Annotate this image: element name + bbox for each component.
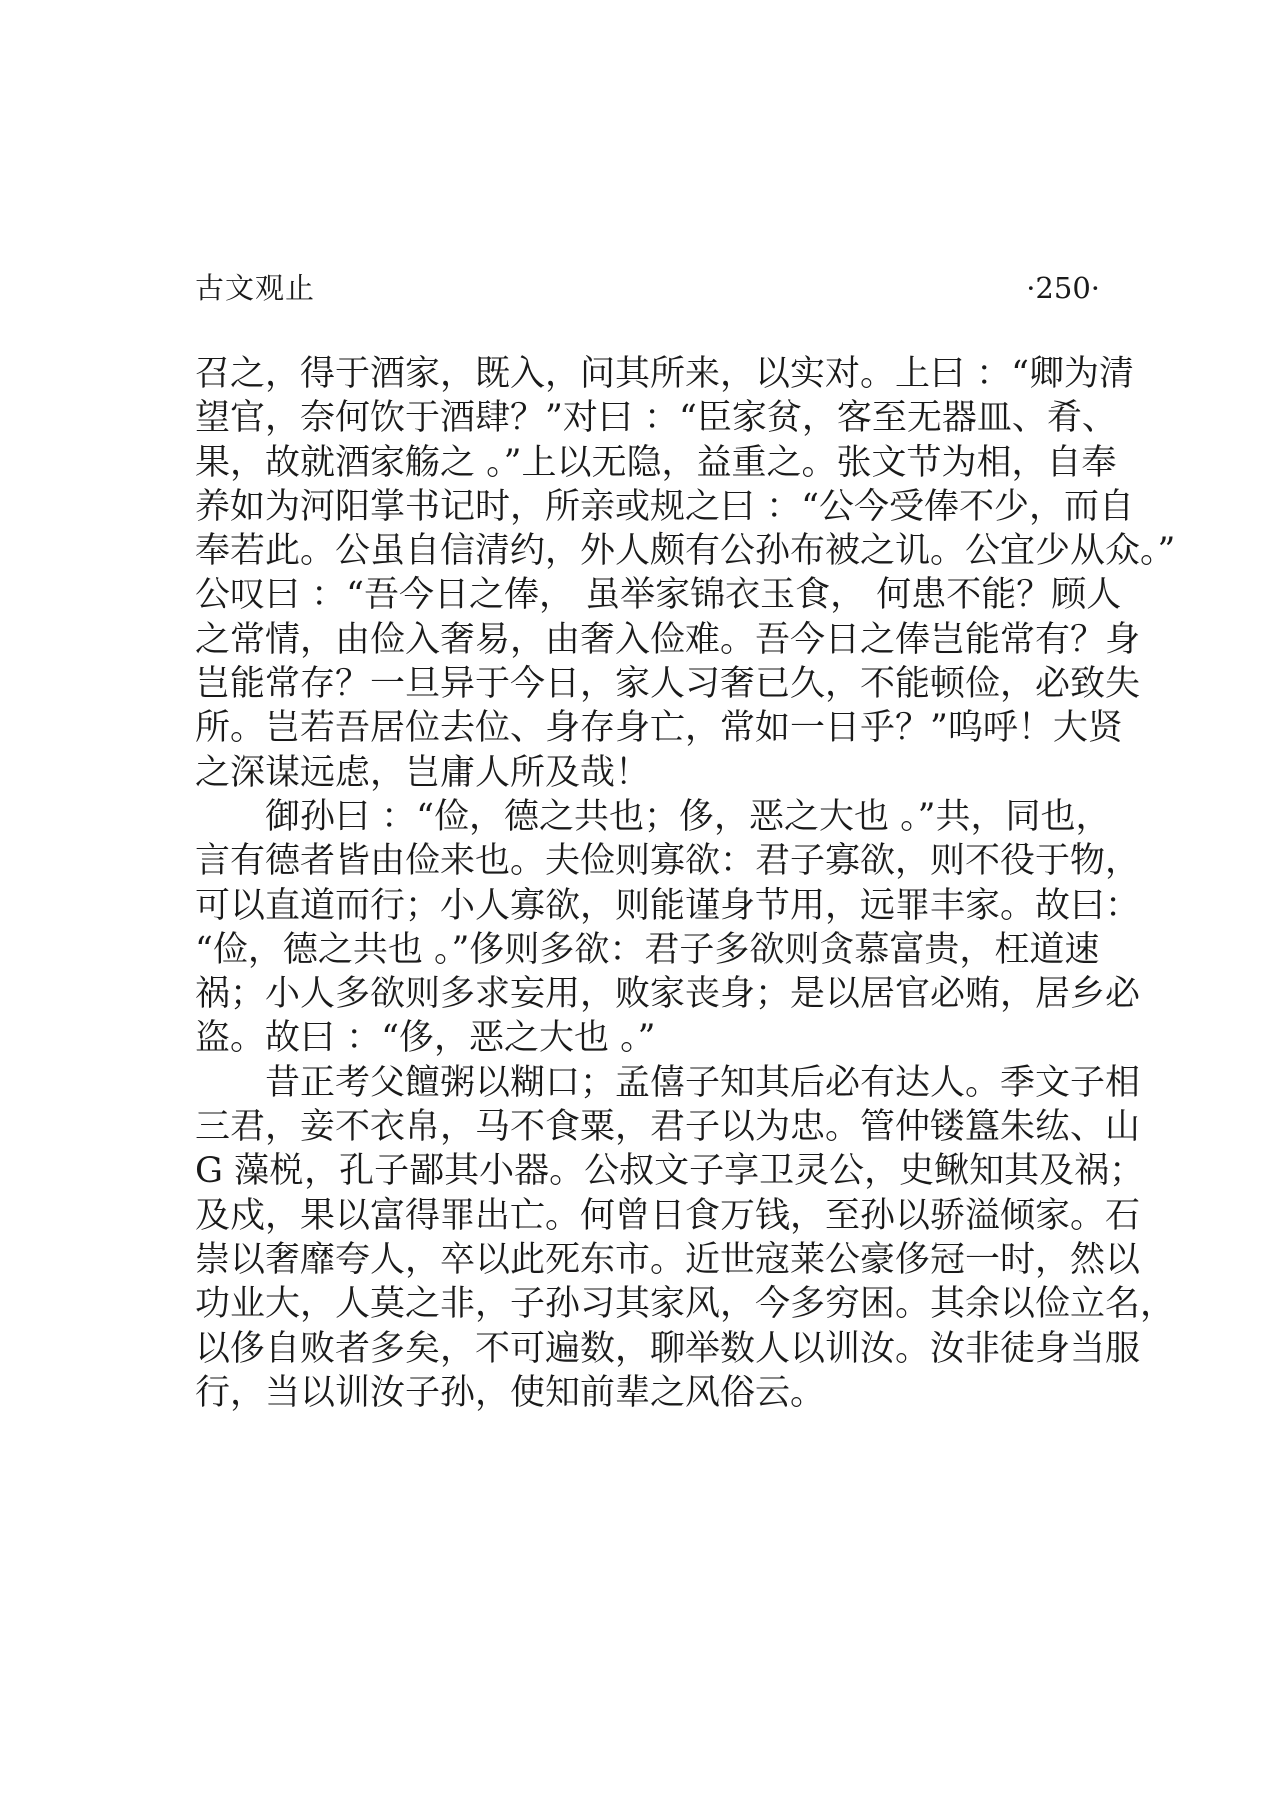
running-header — [195, 266, 1100, 310]
text-line: 奉若此。公虽自信清约，外人颇有公孙布被之讥。公宜少从众。” — [195, 531, 1176, 572]
text-line: 召之，得于酒家，既入，问其所来，以实对。上曰 ：“卿为清 — [195, 354, 1135, 394]
text-line: 可以直道而行；小人寡欲，则能谨身节用，远罪丰家。故曰： — [195, 885, 1141, 926]
text-line: 盗。故曰 ：“侈，恶之大也 。” — [195, 1018, 656, 1059]
text-line: 崇以奢靡夸人，卒以此死东市。近世寇莱公豪侈冠一时，然以 — [195, 1239, 1141, 1280]
text-line: 之常情，由俭入奢易，由奢入俭难。吾今日之俸岂能常有？身 — [195, 619, 1141, 660]
text-line: 三君，妾不衣帛，马不食粟，君子以为忠。管仲镂簋朱纮、山 — [195, 1107, 1141, 1148]
text-line: “俭，德之共也 。”侈则多欲：君子多欲则贪慕富贵，枉道速 — [195, 929, 1100, 970]
text-line: 所。岂若吾居位去位、身存身亡，常如一日乎？”呜呼！大贤 — [195, 708, 1123, 749]
text-line: 行，当以训汝子孙，使知前辈之风俗云。 — [195, 1372, 826, 1413]
text-line: 祸；小人多欲则多求妄用，败家丧身；是以居官必贿，居乡必 — [195, 974, 1141, 1015]
text-line: 养如为河阳掌书记时，所亲或规之曰 ：“公今受俸不少，而自 — [195, 486, 1135, 527]
text-line: 公叹曰 ：“吾今日之俸， 虽举家锦衣玉食， 何患不能？顾人 — [195, 575, 1122, 616]
text-line: G 藻棁，孔子鄙其小器。公叔文子享卫灵公，史鳅知其及祸； — [195, 1151, 1145, 1192]
text-line: 岂能常存？一旦异于今日，家人习奢已久，不能顿俭，必致失 — [195, 664, 1141, 705]
page-number: ·250· — [1026, 271, 1100, 305]
text-line: 以侈自败者多矣，不可遍数，聊举数人以训汝。汝非徒身当服 — [195, 1328, 1141, 1369]
text-line: 言有德者皆由俭来也。夫俭则寡欲：君子寡欲，则不役于物， — [195, 841, 1141, 882]
text-line: 望官，奈何饮于酒肆？”对曰 ：“臣家贫，客至无器皿、肴、 — [195, 398, 1117, 439]
text-line: 之深谋远虑，岂庸人所及哉！ — [195, 752, 651, 793]
text-line: 昔正考父饘粥以糊口；孟僖子知其后必有达人。季文子相 — [195, 1062, 1141, 1103]
text-line: 果，故就酒家觞之 。”上以无隐，益重之。张文节为相，自奉 — [195, 442, 1117, 483]
book-title: 古文观止 — [195, 271, 316, 305]
body-text — [195, 352, 1176, 1415]
text-line: 及戍，果以富得罪出亡。何曾日食万钱，至孙以骄溢倾家。石 — [195, 1195, 1141, 1236]
text-line: 功业大，人莫之非，子孙习其家风，今多穷困。其余以俭立名， — [195, 1284, 1176, 1325]
text-line: 御孙曰 ：“俭，德之共也；侈，恶之大也 。”共，同也， — [195, 796, 1111, 837]
